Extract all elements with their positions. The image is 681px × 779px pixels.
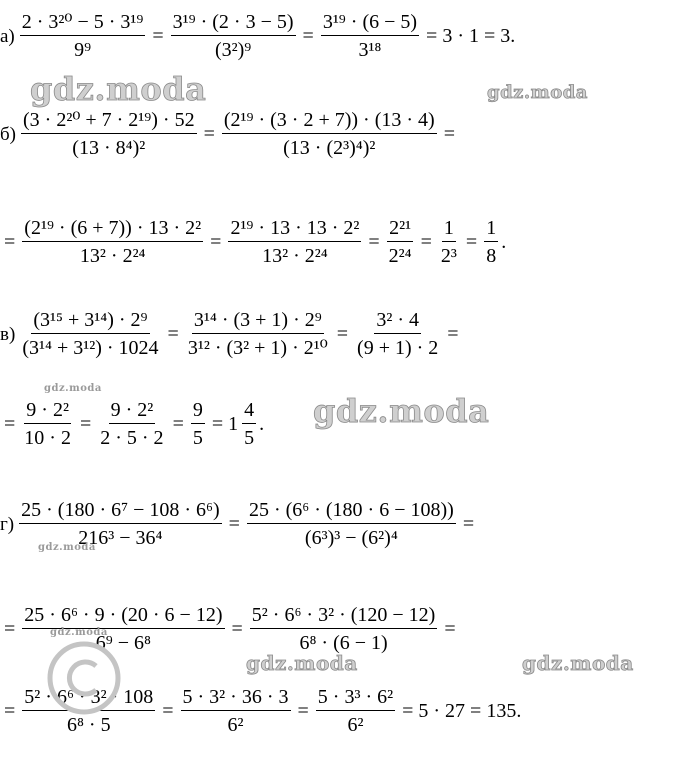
denominator: 13² · 2²⁴: [79, 245, 146, 267]
denominator: 13² · 2²⁴: [262, 245, 328, 267]
numerator: 4: [242, 400, 256, 424]
equals-sign: =: [336, 323, 349, 345]
denominator: (13 · 8⁴)²: [72, 137, 146, 159]
fraction: [321, 12, 419, 60]
denominator: 6²: [347, 714, 364, 736]
equals-sign: =: [228, 513, 240, 535]
equals-sign: =: [231, 618, 243, 640]
numerator: 9 · 2²: [109, 400, 156, 424]
denominator: 9⁹: [74, 39, 92, 61]
numerator: 1: [442, 218, 456, 242]
fraction: [20, 310, 160, 358]
label-b: б): [0, 123, 16, 145]
watermark: gdz.moda: [38, 542, 96, 553]
fraction: [19, 500, 222, 548]
denominator: 6⁹ − 6⁸: [95, 632, 151, 654]
equals-sign: =: [203, 123, 215, 145]
denominator: 3¹⁸: [358, 39, 382, 61]
watermark: gdz.moda: [50, 627, 108, 638]
solution-b-line-2: [0, 218, 506, 266]
equals-sign: =: [4, 618, 16, 640]
equals-sign: =: [447, 323, 459, 345]
fraction: [316, 687, 395, 735]
fraction: [22, 400, 73, 448]
fraction: [439, 218, 459, 266]
denominator: (3¹⁴ + 3¹²) · 1024: [22, 337, 159, 359]
watermark: gdz.moda: [246, 651, 358, 675]
numerator: 2 · 3²⁰ − 5 · 3¹⁹: [20, 12, 146, 36]
equals-sign: =: [462, 513, 475, 535]
copyright-seal-icon: [34, 628, 134, 728]
label-v: в): [0, 323, 16, 345]
denominator: 6⁸ · (6 − 1): [299, 632, 388, 654]
fraction: [20, 12, 146, 60]
equals-sign: =: [172, 413, 184, 435]
fraction: [22, 218, 203, 266]
fraction: [247, 500, 456, 548]
numerator: 5² · 6⁶ · 3² · (120 − 12): [250, 605, 438, 629]
denominator: 216³ − 36⁴: [78, 527, 163, 549]
denominator: 8: [486, 245, 497, 267]
denominator: (6³)³ − (6²)⁴: [304, 527, 398, 549]
denominator: (3²)⁹: [214, 39, 252, 61]
denominator: 6²: [227, 714, 244, 736]
fraction: [250, 605, 438, 653]
denominator: 2³: [440, 245, 457, 267]
label-a: а): [0, 25, 15, 47]
equals-sign: =: [444, 618, 456, 640]
equals-sign: = 1: [211, 413, 239, 435]
equals-sign: =: [167, 323, 179, 345]
equals-sign: =: [443, 123, 455, 145]
fraction: [355, 310, 440, 358]
fraction: [186, 310, 330, 358]
solution-v-line-2: [0, 400, 264, 448]
solution-g-line-1: [0, 500, 478, 548]
numerator: 25 · (180 · 6⁷ − 108 · 6⁶): [19, 500, 222, 524]
numerator: 5 · 3³ · 6²: [316, 687, 395, 711]
fraction: [171, 12, 296, 60]
equals-sign: =: [302, 25, 314, 47]
numerator: (2¹⁹ · (6 + 7)) · 13 · 2²: [22, 218, 203, 242]
equals-sign: =: [162, 700, 174, 722]
numerator: 5 · 3² · 36 · 3: [181, 687, 291, 711]
solution-v-line-1: [0, 310, 463, 358]
label-g: г): [0, 513, 15, 535]
fraction: [484, 218, 498, 266]
denominator: (9 + 1) · 2: [357, 337, 439, 359]
equals-sign: =: [4, 413, 16, 435]
denominator: 3¹² · (3² + 1) · 2¹⁰: [187, 337, 328, 359]
fraction: [98, 400, 165, 448]
fraction: [222, 110, 437, 158]
numerator: 9 · 2²: [24, 400, 71, 424]
numerator: 2¹⁹ · 13 · 13 · 2²: [228, 218, 361, 242]
numerator: 5² · 6⁶ · 3² · 108: [22, 687, 155, 711]
numerator: 3² · 4: [374, 310, 421, 334]
denominator: 6⁸ · 5: [66, 714, 111, 736]
period: .: [259, 413, 265, 435]
numerator: 3¹⁹ · (6 − 5): [321, 12, 419, 36]
numerator: (3¹⁵ + 3¹⁴) · 2⁹: [31, 310, 149, 334]
fraction: [228, 218, 361, 266]
numerator: 25 · (6⁶ · (180 · 6 − 108)): [247, 500, 456, 524]
denominator: 2²⁴: [388, 245, 412, 267]
solution-b-line-1: [0, 110, 459, 158]
watermark: gdz.moda: [522, 651, 634, 675]
denominator: 5: [192, 427, 203, 449]
watermark: gdz.moda: [30, 70, 207, 108]
fraction: [191, 400, 205, 448]
fraction: [242, 400, 256, 448]
equals-sign: =: [297, 700, 309, 722]
watermark: gdz.moda: [44, 383, 102, 394]
numerator: 3¹⁴ · (3 + 1) · 2⁹: [192, 310, 324, 334]
numerator: (3 · 2²⁰ + 7 · 2¹⁹) · 52: [21, 110, 197, 134]
equals-sign: =: [79, 413, 92, 435]
equals-sign: =: [152, 25, 164, 47]
equals-sign: =: [465, 231, 478, 253]
numerator: 25 · 6⁶ · 9 · (20 · 6 − 12): [22, 605, 224, 629]
numerator: 9: [191, 400, 205, 424]
numerator: (2¹⁹ · (3 · 2 + 7)) · (13 · 4): [222, 110, 437, 134]
equals-sign: =: [210, 231, 222, 253]
result: = 3 · 1 = 3.: [426, 25, 516, 47]
fraction: [181, 687, 291, 735]
result: = 5 · 27 = 135.: [402, 700, 522, 722]
numerator: 3¹⁹ · (2 · 3 − 5): [171, 12, 296, 36]
equals-sign: =: [368, 231, 380, 253]
equals-sign: =: [420, 231, 432, 253]
equals-sign: =: [4, 700, 16, 722]
numerator: 2²¹: [387, 218, 413, 242]
equals-sign: =: [4, 231, 16, 253]
denominator: 2 · 5 · 2: [100, 427, 164, 449]
watermark: gdz.moda: [487, 82, 588, 103]
denominator: (13 · (2³)⁴)²: [283, 137, 376, 159]
watermark: gdz.moda: [313, 392, 490, 430]
denominator: 5: [244, 427, 255, 449]
denominator: 10 · 2: [24, 427, 71, 449]
numerator: 1: [484, 218, 498, 242]
solution-a: [0, 12, 519, 60]
fraction: [21, 110, 197, 158]
fraction: [387, 218, 414, 266]
period: .: [501, 231, 507, 253]
